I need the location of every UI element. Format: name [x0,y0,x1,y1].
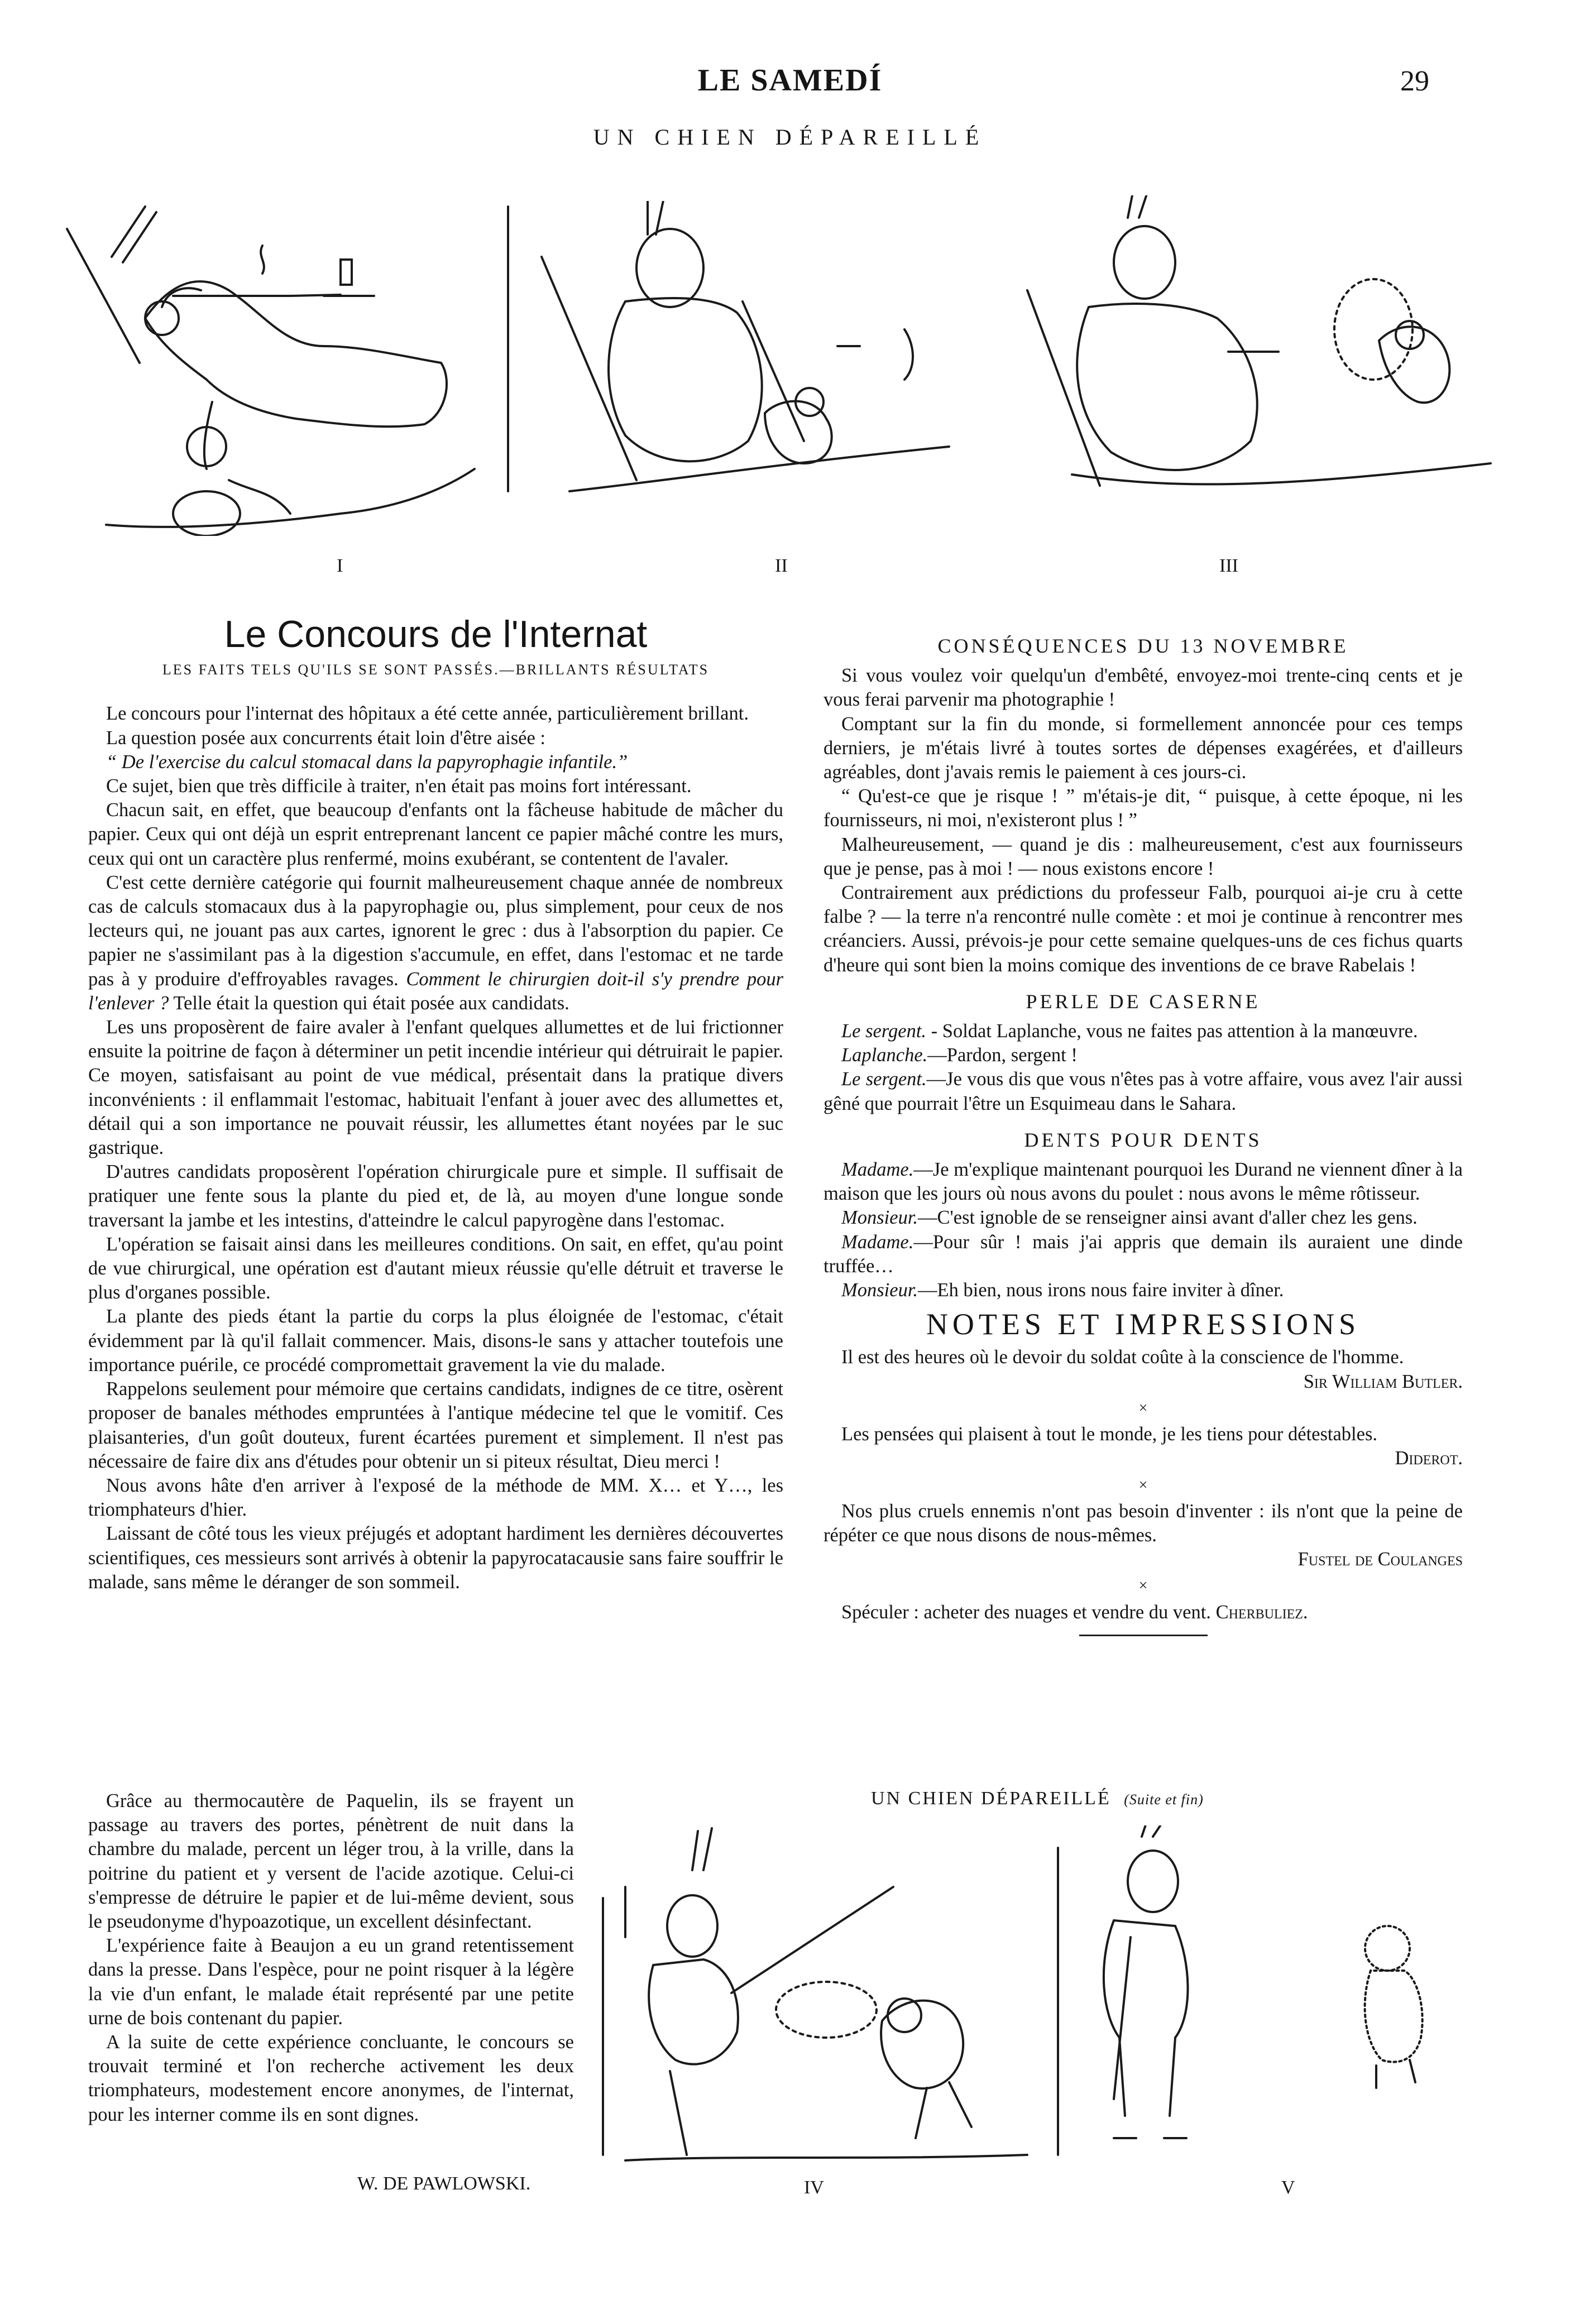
separator: × [1138,1399,1148,1417]
panel-number-1: I [337,555,343,576]
comic-panel-1 [61,179,480,536]
paragraph: L'expérience faite à Beaujon a eu un grand retentissement dans la presse. Dans l'espèce, pour ne point risquer à la légère la vie d'un enfant, le malade était représenté par une petite urne de bois contenant du papier. [88,1935,574,2029]
section-title-dents: DENTS POUR DENTS [1024,1128,1262,1151]
article-right-column [823,631,1463,1653]
quote: “ De l'exercise du calcul stomacal dans la papyrophagie infantile.” [106,751,628,773]
maxim-author: Fustel de Coulanges [1297,1549,1463,1570]
article-signature: W. DE PAWLOWSKI. [357,2173,531,2194]
article-subtitle: LES FAITS TELS QU'ILS SE SONT PASSÉS.—BRILLANTS RÉSULTATS [162,662,710,678]
paragraph: Si vous voulez voir quelqu'un d'embêté, envoyez-moi trente-cinq cents et je vous ferai parvenir ma photographie ! [823,665,1463,711]
dialogue-line: Madame.—Pour sûr ! mais j'ai appris que demain ils auraient une dinde truffée… [823,1231,1463,1277]
paragraph: Ce sujet, bien que très difficile à traiter, n'en était pas moins fort intéressant. [106,775,692,797]
comic-panel-3 [1016,195,1502,508]
paragraph: Rappelons seulement pour mémoire que certains candidats, indignes de ce titre, osèrent proposer de banales méthodes empruntées à l'antique médecine tel que le vomitif. Ces plaisanteries, d'un goût douteux, furent écartées purement et simplement. Il n'est pas nécessaire de faire dix ans d'études pour obtenir un si piteux résultat, Dieu merci ! [88,1378,783,1472]
section-title-notes: NOTES ET IMPRESSIONS [926,1307,1361,1341]
paragraph: Contrairement aux prédictions du professeur Falb, pourquoi ai-je cru à cette falbe ? — la terre n'a rencontré nulle comète : et moi je continue à rencontrer mes créanciers. Aussi, prévois-je pour cette semaine quelques-uns de ces fichus quarts d'heure qui sont bien la moins comique des inventions de ce brave Rabelais ! [823,882,1463,976]
dialogue-line: Madame.—Je m'explique maintenant pourquoi les Durand ne viennent dîner à la maison que les jours où nous avons du poulet : nous avons le même rôtisseur. [823,1159,1463,1205]
comic-panel-4 [592,1825,1038,2166]
comic-panel-2 [502,201,966,497]
panel-number-3: III [1219,555,1238,576]
paragraph: La question posée aux concurrents était loin d'être aisée : [106,727,545,749]
maxim: Spéculer : acheter des nuages et vendre du vent. Cherbuliez. [841,1601,1308,1623]
dialogue-line: Monsieur.—Eh bien, nous irons nous faire inviter à dîner. [841,1280,1284,1301]
paragraph: Les uns proposèrent de faire avaler à l'enfant quelques allumettes et de lui frictionner ensuite la poitrine de façon à déterminer un petit incendie intérieur qui détruirait le papier. Ce moyen, satisfaisant au point de vue médical, présentait dans la pratique divers inconvénients : il enflammait l'estomac, habituait l'enfant à jouer avec des allumettes et, détail qui a son importance ne pouvait réussir, les allumettes étant noyées par le suc gastrique. [88,1017,783,1159]
page-number: 29 [1400,65,1429,97]
panel-number-5: V [1281,2177,1295,2198]
article-left-narrow [88,1789,574,2127]
dialogue-line: Le sergent.—Je vous dis que vous n'êtes pas à votre affaire, vous avez l'air aussi gêné que pourrait l'être un Esquimeau dans le Sahara. [823,1068,1463,1114]
paragraph: C'est cette dernière catégorie qui fournit malheureusement chaque année de nombreux cas de calculs stomacaux dus à la papyrophagie ou, plus simplement, pour ceux de nos lecteurs qui, ne jouant pas aux cartes, ignorent le grec : dus à l'absorption du papier. Ce papier ne s'assimilant pas à la digestion s'accumule, en effet, dans l'estomac et ne tarde pas à y produire d'effroyables ravages. Comment le chirurgien doit-il s'y prendre pour l'enlever ? Telle était la question qui était posée aux candidats. [88,871,783,1014]
maxim-author: Sir William Butler. [1303,1371,1463,1392]
maxim: Nos plus cruels ennemis n'ont pas besoin d'inventer : ils n'ont que la peine de répéter ce que nous disons de nous-mêmes. [823,1500,1463,1546]
separator: × [1138,1476,1148,1494]
paragraph: “ Qu'est-ce que je risque ! ” m'étais-je dit, “ puisque, à cette époque, ni les fournisseurs, ni moi, n'existeront plus ! ” [823,785,1463,831]
comic-panel-5 [1052,1825,1488,2160]
paragraph: L'opération se faisait ainsi dans les meilleures conditions. On sait, en effet, qu'au point de vue chirurgical, une opération est d'autant mieux réussie qu'elle détruit et traverse le plus d'organes possible. [88,1233,783,1304]
section-title-consequences: CONSÉQUENCES DU 13 NOVEMBRE [937,635,1349,657]
paragraph: A la suite de cette expérience concluante, le concours se trouvait terminé et l'on recherche activement les deux triomphateurs, modestement encore anonymes, de l'internat, pour les interner comme ils en sont dignes. [88,2031,574,2125]
section-title-perle: PERLE DE CASERNE [1026,990,1261,1013]
strip-title: UN CHIEN DÉPAREILLÉ [593,124,987,150]
paragraph: Grâce au thermocautère de Paquelin, ils se frayent un passage au travers des portes, pénètrent de nuit dans la chambre du malade, percent un léger trou, à la vrille, dans la poitrine du patient et y versent de l'acide azotique. Celui-ci s'empresse de détruire le papier et de lui-même devient, sous le pseudonyme d'hypoazotique, un excellent désinfectant. [88,1790,574,1933]
paragraph: Nous avons hâte d'en arriver à l'exposé de la méthode de MM. X… et Y…, les triomphateurs d'hier. [88,1474,783,1521]
paragraph: Malheureusement, — quand je dis : malheureusement, c'est aux fournisseurs que je pense, pas à moi ! — nous existons encore ! [823,833,1463,879]
paragraph: D'autres candidats proposèrent l'opération chirurgicale pure et simple. Il suffisait de pratiquer une fente sous la plante du pied et, de là, au moyen d'une longue sonde traversant la jambe et les intestins, d'atteindre le calcul papyrogène dans l'estomac. [88,1161,783,1231]
panel-number-2: II [775,555,788,576]
panel-number-4: IV [804,2177,824,2198]
maxim: Il est des heures où le devoir du soldat coûte à la conscience de l'homme. [841,1347,1404,1368]
divider [1079,1635,1208,1636]
paragraph: Laissant de côté tous les vieux préjugés et adoptant hardiment les dernières découvertes scientifiques, ces messieurs sont arrivés à obtenir la papyrocatacausie sans faire souffrir le malade, sans même le déranger de son sommeil. [88,1523,783,1593]
journal-title: LE SAMEDÍ [697,63,883,98]
paragraph: Le concours pour l'internat des hôpitaux a été cette année, particulièrement brillant. [106,703,749,725]
paragraph: Chacun sait, en effet, que beaucoup d'enfants ont la fâcheuse habitude de mâcher du papier. Ceux qui ont déjà un esprit entreprenant lancent ce papier mâché contre les murs, ceux qui ont un caractère plus renfermé, moins exubérant, se contentent de l'avaler. [88,799,783,869]
dialogue-line: Monsieur.—C'est ignoble de se renseigner ainsi avant d'aller chez les gens. [841,1207,1418,1229]
maxim-author: Cherbuliez. [1215,1601,1308,1623]
article-left-column [88,613,783,1594]
dialogue-line: Le sergent. - Soldat Laplanche, vous ne faites pas attention à la manœuvre. [841,1020,1418,1042]
maxim-author: Diderot. [1395,1448,1463,1469]
maxim: Les pensées qui plaisent à tout le monde, je les tiens pour détestables. [841,1424,1378,1445]
article-title: Le Concours de l'Internat [224,613,648,655]
paragraph: Comptant sur la fin du monde, si formellement annoncée pour ces temps derniers, je m'étais livré à toutes sortes de dépenses exagérées, et d'ailleurs agréables, dont j'avais remis le paiement à ces jours-ci. [823,713,1463,783]
separator: × [1138,1577,1148,1595]
dialogue-line: Laplanche.—Pardon, sergent ! [841,1044,1078,1066]
strip2-title: UN CHIEN DÉPAREILLÉ (Suite et fin) [871,1788,1204,1809]
paragraph: La plante des pieds étant la partie du corps la plus éloignée de l'estomac, c'était évidemment par là qu'il fallait commencer. Mais, disons-le sans y attacher toutefois une importance puérile, ce procédé compromettait gravement la vie du malade. [88,1306,783,1376]
